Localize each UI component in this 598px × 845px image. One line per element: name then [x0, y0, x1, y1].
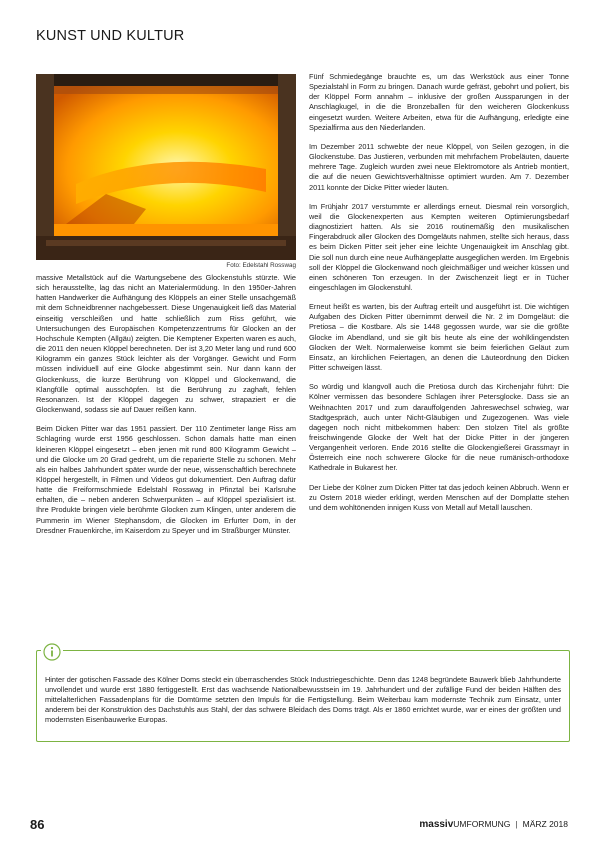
- paragraph: So würdig und klangvoll auch die Pretiosa durch das Kirchenjahr führt: Die Kölner vermissen das besondere Schlagen ihrer Petersglocke. Dass sie an Weihnachten 2017 und zum darauffolgenden Jahreswechsel schwieg, war Stadtgespräch, auch unter Nicht-Gläubigen und Zugezogenen. Was viele dagegen noch nicht mitbekommen haben: Den stolzen Titel als größte freischwingende Glocke der Welt hat der Dicke Pitter in der jüngeren Vergangenheit verloren. Ende 2016 stellte die Glockengießerei Grassmayr in Österreich eine noch schwerere Glocke für die neue rumänisch-orthodoxe Kathedrale in Bukarest her.: [309, 382, 569, 473]
- paragraph: Im Dezember 2011 schwebte der neue Klöppel, von Seilen gezogen, in die Glockenstube. Das Justieren, verbunden mit mehrfachem Probeläuten, dauerte mehrere Tage. Zugleich wurden zwei neue Elektromotore als Antrieb montiert, die auf die neuen Gewichtsverhältnisse optimiert wurden. Am 7. Dezember 2011 konnte der Dicke Pitter wieder läuten.: [309, 141, 569, 192]
- footer-brand: [419, 819, 568, 830]
- info-box: [36, 650, 570, 742]
- paragraph: Im Frühjahr 2017 verstummte er allerdings erneut. Diesmal rein vorsorglich, weil die Glockenexperten aus Kempten weiteren Optimierungsbedarf diagnostiziert hatten. Als sie 2016 routinemäßig den musikalischen Fingerabdruck aller Glocken des Domgeläuts nahmen, stellte sich heraus, dass es beim Dicken Pitter seit jeher eine leichte Ungenauigkeit im Anschlag gibt. Die soll nun durch eine neue Aufhängeplatte ausgeglichen werden. Im Ergebnis soll der Klöppel die Glockenwand noch gleichmäßiger und weicher küssen und einen schöneren Ton erzeugen. In der Zwischenzeit liegt er in Tücher eingeschlagen im Glockenstuhl.: [309, 201, 569, 292]
- paragraph: massive Metallstück auf die Wartungsebene des Glockenstuhls stürzte. Wie sich herausstellte, lag das nicht an Materialermüdung. In den 1950er-Jahren hatten Handwerker die Aufhängung des Klöppels an einer Stelle unsachgemäß mit dem Schneidbrenner nachgebessert. Diese Ungenauigkeit ließ das Material einseitig verschleißen und hatte schließlich zum Riss geführt, wie Untersuchungen des Europäischen Kompetenzzentrums für Glocken an der Hochschule Kempten (Allgäu) zeigten. Die Kemptener Experten waren es auch, die 2011 den neuen Klöppel berechneten. Der ist 3,20 Meter lang und rund 600 Kilogramm ein ganzes Stück leichter als der Vorgänger. Gewicht und Form müssen individuell auf eine Glocke abgestimmt sein. Nur dann kann der Glockenkuss, die kurze Berührung von Klöppel und Glockenwand, die Klangfülle optimal ausschöpfen. Ist die Berührung zu zaghaft, fehlen Resonanzen. Ist der Klöppel dagegen zu schwer, strapaziert er die Glockenwand, sodass sie auf Dauer reißen kann.: [36, 273, 296, 415]
- article-column-right: [309, 72, 569, 522]
- info-icon: [41, 643, 63, 661]
- paragraph: Beim Dicken Pitter war das 1951 passiert. Der 110 Zentimeter lange Riss am Schlagring wurde erst 1956 geschlossen. Schon damals hatte man einen kleineren Klöppel eingesetzt – eben jenen mit rund 800 Kilogramm Gewicht – und die Glocke um 20 Grad gedreht, um die reparierte Stelle zu schonen. Mehr als ein halbes Jahrhundert später wurde der neue, wissenschaftlich berechnete Klöppel hergestellt, in Filmen und Videos gut dokumentiert. Den Auftrag dafür hatte die Freiformschmiede Edelstahl Rosswag in Pfinztal bei Karlsruhe erhalten, die – neben anderen Schwerpunkten – auf Klöppel spezialisiert ist. Ihre Produkte bringen viele berühmte Glocken zum Klingen, unter anderem die Pummerin im Wiener Stephansdom, die Glocken im Erfurter Dom, in der Dresdner Frauenkirche, im Kaiserdom zu Speyer und im Straßburger Münster.: [36, 424, 296, 535]
- paragraph: Fünf Schmiedegänge brauchte es, um das Werkstück aus einer Tonne Spezialstahl in Form zu bringen. Danach wurde gefräst, gebohrt und poliert, bis der Klöppel Form annahm – inklusive der großen Aussparungen in der Anschlagkugel, in die die Bronzeballen für den weicheren Glockenkuss eingesetzt wurden. Weitere Arbeiten, etwa für die Aufhängung, erledigte eine Spezialfirma aus den Niederlanden.: [309, 72, 569, 132]
- issue-date: MÄRZ 2018: [522, 819, 568, 829]
- footer-separator: |: [515, 819, 518, 829]
- magazine-name-part1: massiv: [419, 819, 454, 830]
- section-title: KUNST UND KULTUR: [36, 28, 185, 44]
- page-number: 86: [30, 817, 45, 832]
- article-column-left: [36, 273, 296, 545]
- info-box-text: Hinter der gotischen Fassade des Kölner Doms steckt ein überraschendes Stück Industriegeschichte. Denn das 1248 begründete Bauwerk blieb Jahrhunderte unvollendet und wurde erst 1880 fertiggestellt. Erst das wachsende Nationalbewusstsein im 19. Jahrhundert und der zufällige Fund der beiden Hälften des mittelalterlichen Fassadenplans für die Domtürme setzten den Impuls für die Fertigstellung. Beim Weiterbau kam modernste Technik zum Einsatz, unter anderem bei der Konstruktion des Dachstuhls aus Stahl, der das schwere Bleidach des Doms trägt. Als er 1860 errichtet wurde, war er eines der größten und modernsten Eisenbauwerke Europas.: [45, 675, 561, 725]
- magazine-name-part2: UMFORMUNG: [453, 819, 511, 829]
- forge-furnace-photo: [36, 74, 296, 260]
- paragraph: Erneut heißt es warten, bis der Auftrag erteilt und ausgeführt ist. Die wichtigen Aufgaben des Dicken Pitter übernimmt derweil die Nr. 2 im Domgeläut: die Pretiosa – die Kostbare. Als sie 1448 gegossen wurde, war sie die größte Glocke im Abendland, und sie gilt bis heute als eine der wohlklingendsten Glocken der Welt. Normalerweise kommt sie beim feierlichen Geläut zum Einsatz, an kirchlichen Feiertagen, an denen die Läuteordnung den Dicken Pitter schweigen lässt.: [309, 302, 569, 373]
- paragraph: Der Liebe der Kölner zum Dicken Pitter tat das jedoch keinen Abbruch. Wenn er zu Ostern 2018 wieder erklingt, werden Menschen auf der Domplatte stehen und dem wohltönenden innigen Kuss von Metall auf Metall lauschen.: [309, 482, 569, 512]
- photo-credit: Foto: Edelstahl Rosswag: [226, 262, 296, 269]
